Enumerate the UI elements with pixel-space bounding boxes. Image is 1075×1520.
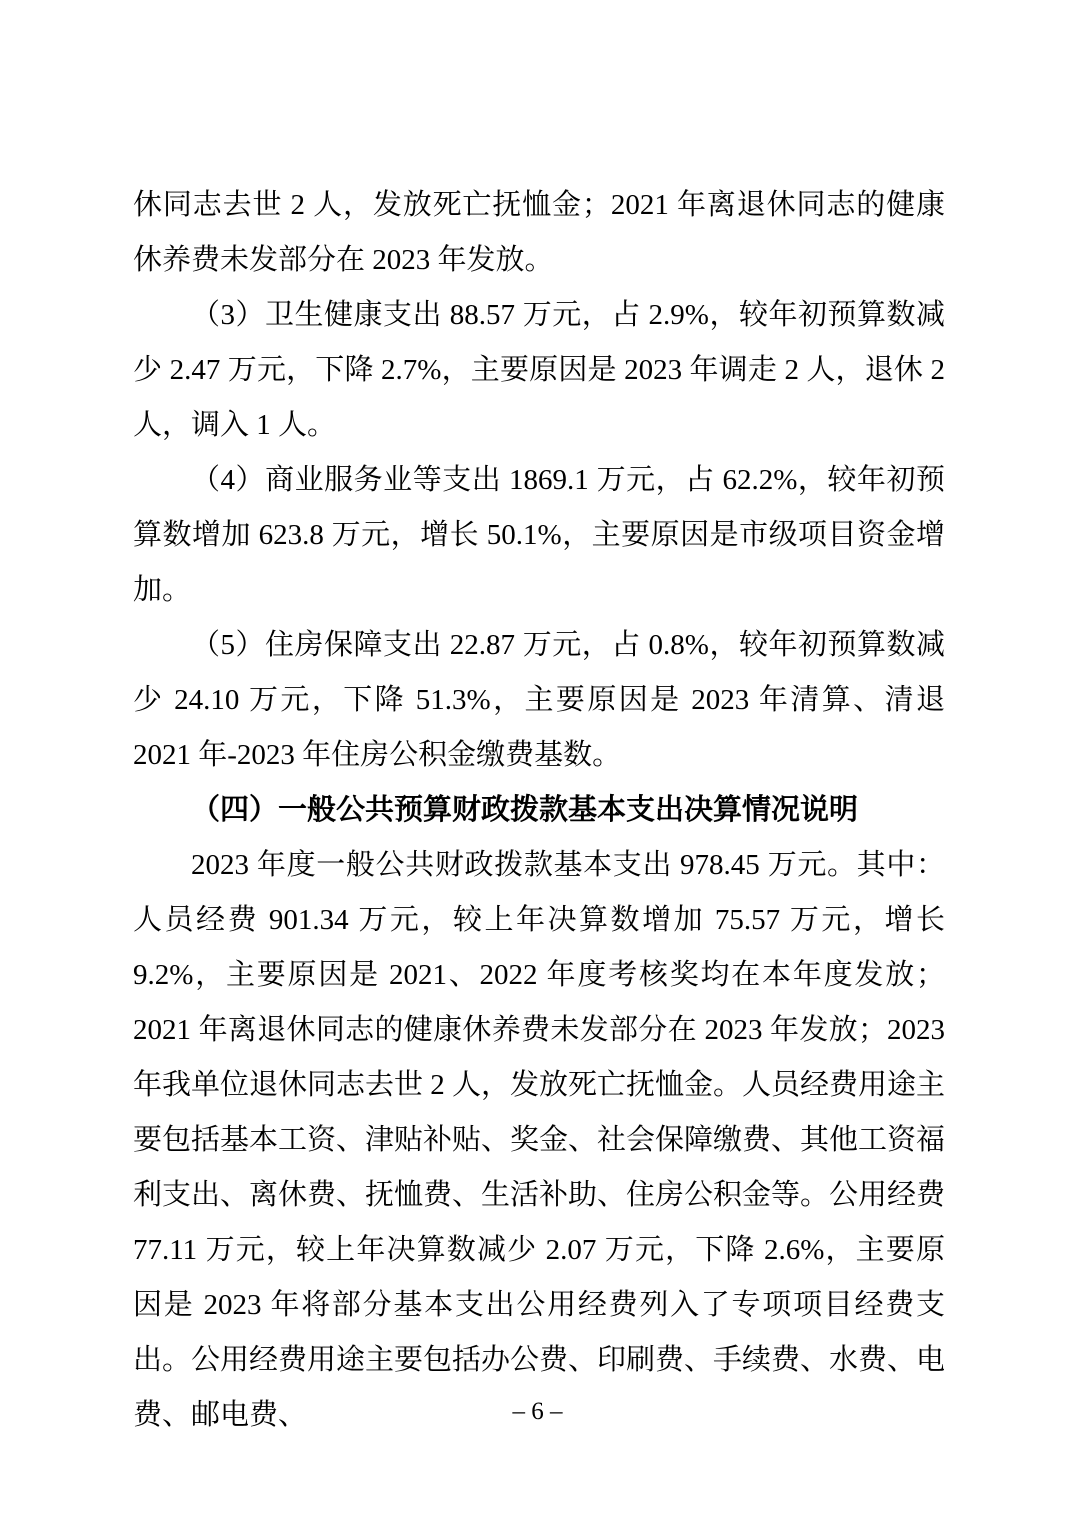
paragraph-continuation: 休同志去世 2 人，发放死亡抚恤金；2021 年离退休同志的健康休养费未发部分在 2023 年发放。 xyxy=(133,189,945,276)
section-heading-basic-expenditure-explanation: （四）一般公共预算财政拨款基本支出决算情况说明 xyxy=(191,794,859,826)
page-number: – 6 – xyxy=(512,1398,563,1425)
document-body xyxy=(133,178,945,1443)
paragraph-item-4-commercial-services-expenditure: （4）商业服务业等支出 1869.1 万元，占 62.2%，较年初预算数增加 623.8 万元，增长 50.1%，主要原因是市级项目资金增加。 xyxy=(133,464,945,606)
paragraph-item-5-housing-security-expenditure: （5）住房保障支出 22.87 万元，占 0.8%，较年初预算数减少 24.10 万元，下降 51.3%，主要原因是 2023 年清算、清退 2021 年-2023 年住房公积金缴费基数。 xyxy=(133,629,945,771)
paragraph-item-3-health-expenditure: （3）卫生健康支出 88.57 万元，占 2.9%，较年初预算数减少 2.47 万元，下降 2.7%，主要原因是 2023 年调走 2 人，退休 2 人，调入 1 人。 xyxy=(133,299,945,441)
paragraph-basic-expenditure-details: 2023 年度一般公共财政拨款基本支出 978.45 万元。其中：人员经费 901.34 万元，较上年决算数增加 75.57 万元，增长 9.2%，主要原因是 2021、2022 年度考核奖均在本年度发放；2021 年离退休同志的健康休养费未发部分在 2023 年发放；2023 年我单位退休同志去世 2 人，发放死亡抚恤金。人员经费用途主要包括基本工资、津贴补贴、奖金、社会保障缴费、其他工资福利支出、离休费、抚恤费、生活补助、住房公积金等。公用经费 77.11 万元，较上年决算数减少 2.07 万元，下降 2.6%，主要原因是 2023 年将部分基本支出公用经费列入了专项项目经费支出。公用经费用途主要包括办公费、印刷费、手续费、水费、电费、邮电费、 xyxy=(133,849,946,1431)
